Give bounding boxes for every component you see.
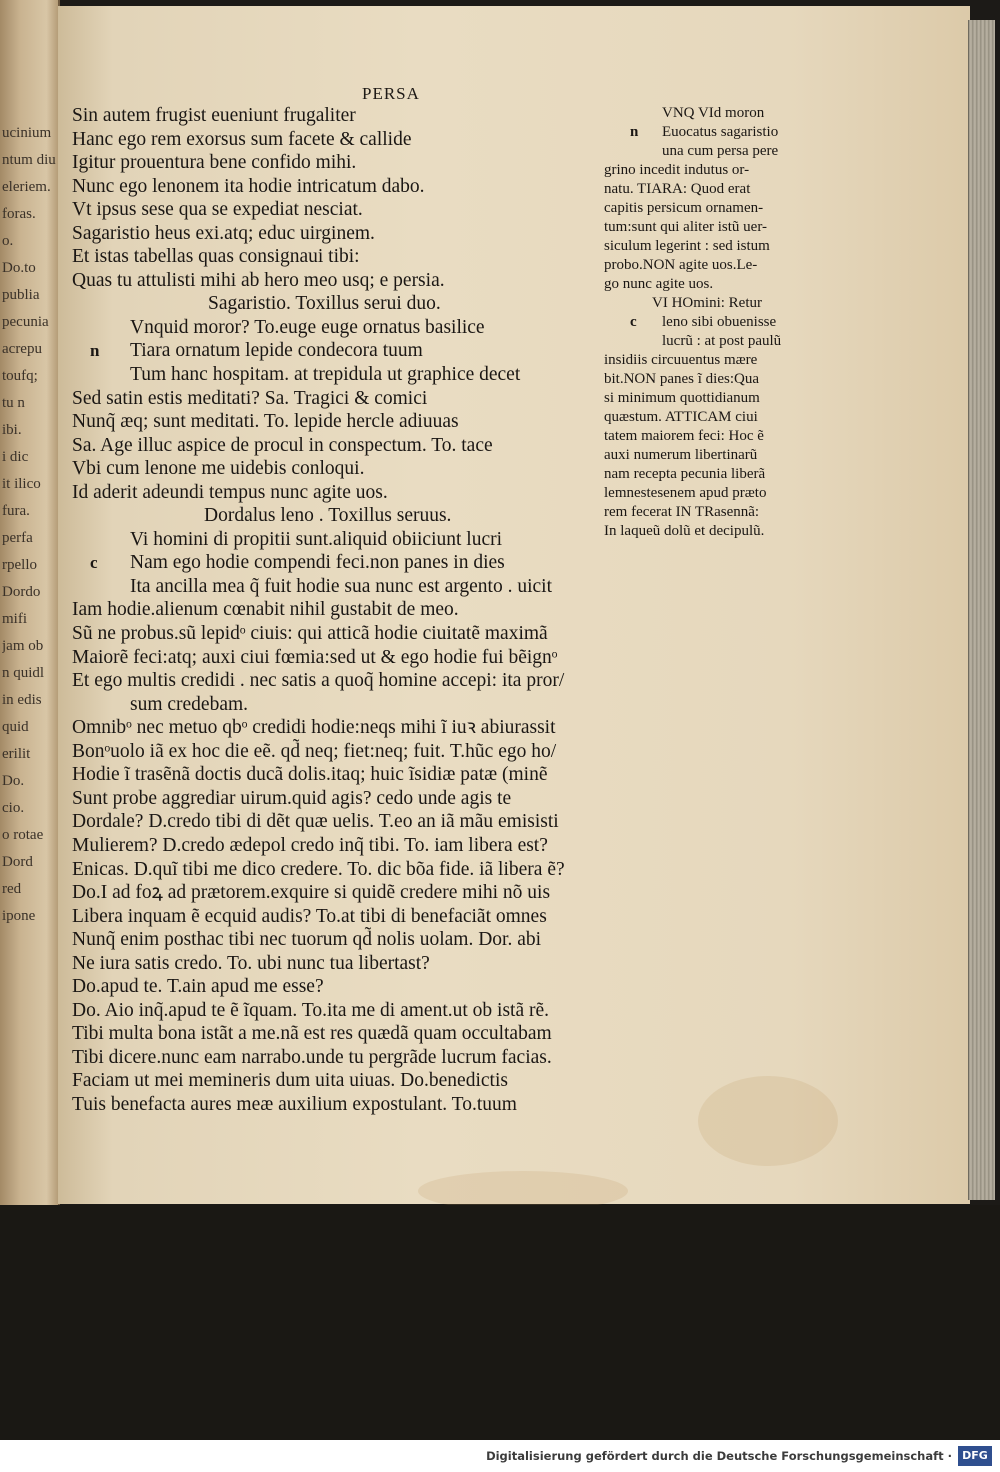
text-line-content: Do. Aio inq̃.apud te ẽ ĩquam. To.ita me di ament.ut ob istã rẽ. — [72, 999, 550, 1021]
text-line-content: Sunt probe aggrediar uirum.quid agis? cedo unde agis te — [72, 787, 512, 809]
text-line — [72, 528, 612, 552]
left-fragment: i dic — [2, 449, 29, 465]
text-line — [72, 1069, 612, 1093]
text-line-content: Et istas tabellas quas consignaui tibi: — [72, 246, 360, 268]
left-fragment: Dordo — [2, 584, 41, 600]
text-line — [72, 716, 612, 740]
text-line-content: Nam ego hodie compendi feci.non panes in dies — [130, 552, 505, 574]
text-line — [72, 198, 612, 222]
left-fragment: ipone — [2, 908, 36, 924]
text-line — [72, 787, 612, 811]
left-fragment: n quidl — [2, 665, 45, 681]
left-fragment: fura. — [2, 503, 30, 519]
commentary-line-content: VNQ VId moron — [662, 105, 765, 121]
text-line-content: Tiara ornatum lepide condecora tuum — [130, 340, 423, 362]
main-text-column — [72, 104, 612, 1117]
text-line-content: Do.I ad foꝝ ad prætorem.exquire si quidẽ credere mihi nõ uis — [72, 882, 551, 904]
text-line-content: Tum hanc hospitam. at trepidula ut graphice decet — [130, 364, 521, 386]
text-line — [72, 810, 612, 834]
commentary-line — [604, 237, 816, 256]
text-line — [72, 646, 612, 670]
text-line-content: Do.apud te. T.ain apud me esse? — [72, 976, 324, 998]
text-line — [72, 740, 612, 764]
commentary-line-content: rem fecerat IN TRasennã: — [604, 504, 760, 520]
left-fragment: ntum diu — [2, 152, 56, 168]
commentary-line-content: tum:sunt qui aliter istũ uer- — [604, 219, 768, 235]
text-line-content: Bonᵒuolo iã ex hoc die eẽ. qd̃ neq; fiet:neq; fuit. T.hũc ego ho/ — [72, 740, 557, 762]
commentary-line-content: bit.NON panes ĩ dies:Qua — [604, 371, 759, 387]
marginal-letter: c — [630, 314, 637, 330]
text-line — [72, 952, 612, 976]
commentary-line — [604, 313, 816, 332]
bottom-background — [0, 1205, 1000, 1440]
text-line-content: Nunq̃ enim posthac tibi nec tuorum qd̃ nolis uolam. Dor. abi — [72, 929, 542, 951]
dfg-logo: DFG — [958, 1446, 992, 1466]
text-line — [72, 598, 612, 622]
text-line-content: Nunc ego lenonem ita hodie intricatum dabo. — [72, 175, 425, 197]
text-line-content: Igitur prouentura bene confido mihi. — [72, 152, 357, 174]
commentary-line-content: siculum legerint : sed istum — [604, 238, 770, 254]
text-line — [72, 316, 612, 340]
left-fragment: in edis — [2, 692, 42, 708]
text-line — [72, 669, 612, 693]
left-page-text-fragments — [2, 120, 56, 930]
left-fragment: tu n — [2, 395, 25, 411]
running-head: PERSA — [362, 84, 420, 103]
text-line-content: Hanc ego rem exorsus sum facete & callide — [72, 128, 412, 150]
text-line — [72, 575, 612, 599]
commentary-line-content: probo.NON agite uos.Le- — [604, 257, 758, 273]
text-line-content: Sa. Age illuc aspice de procul in conspectum. To. tace — [72, 434, 493, 456]
text-line — [72, 551, 612, 575]
commentary-line — [604, 484, 816, 503]
left-fragment: quid — [2, 719, 29, 735]
left-fragment: Dord — [2, 854, 33, 870]
text-line-content: Vnquid moror? To.euge euge ornatus basilice — [130, 316, 485, 338]
text-line-content: Vbi cum lenone me uidebis conloqui. — [72, 458, 365, 480]
text-line-content: Mulierem? D.credo ædepol credo inq̃ tibi. To. iam libera est? — [72, 834, 548, 856]
text-line — [72, 622, 612, 646]
text-line — [72, 245, 612, 269]
commentary-line-content: una cum persa pere — [662, 143, 779, 159]
text-line — [72, 1046, 612, 1070]
text-line-content: Tuis benefacta aures meæ auxilium expostulant. To.tuum — [72, 1093, 517, 1115]
text-line-content: Vi homini di propitii sunt.aliquid obiiciunt lucri — [130, 528, 503, 550]
text-line — [72, 1093, 612, 1117]
text-line-content: Et ego multis credidi . nec satis a quoq̃ homine accepi: ita pror/ — [72, 670, 565, 692]
stain — [698, 1076, 838, 1166]
commentary-line — [604, 199, 816, 218]
text-line-content: Id aderit adeundi tempus nunc agite uos. — [72, 481, 388, 503]
left-fragment: publia — [2, 287, 40, 303]
commentary-line — [604, 104, 816, 123]
commentary-line-content: lucrũ : at post paulũ — [662, 333, 782, 349]
left-fragment: foras. — [2, 206, 36, 222]
page-edges-right — [968, 20, 995, 1200]
marginal-letter: n — [630, 124, 639, 140]
commentary-line-content: grino incedit indutus or- — [604, 162, 750, 178]
text-line — [72, 269, 612, 293]
commentary-line — [604, 256, 816, 275]
text-line — [72, 104, 612, 128]
commentary-line-content: VI HOmini: Retur — [652, 295, 762, 311]
commentary-line — [604, 180, 816, 199]
text-line — [72, 128, 612, 152]
text-line-content: Libera inquam ẽ ecquid audis? To.at tibi di benefaciãt omnes — [72, 905, 547, 927]
commentary-line-content: Euocatus sagaristio — [662, 124, 779, 140]
left-fragment: Do. — [2, 773, 25, 789]
text-line — [72, 222, 612, 246]
commentary-line-content: nam recepta pecunia liberã — [604, 466, 766, 482]
left-fragment: acrepu — [2, 341, 42, 357]
text-line-content: Sed satin estis meditati? Sa. Tragici & comici — [72, 387, 428, 409]
commentary-line — [604, 465, 816, 484]
left-fragment: toufq; — [2, 368, 38, 384]
commentary-line — [604, 275, 816, 294]
marginal-letter: n — [90, 341, 100, 361]
text-line — [72, 763, 612, 787]
commentary-line — [604, 370, 816, 389]
left-fragment: perfa — [2, 530, 33, 546]
text-line-content: Hodie ĩ trasẽnã doctis ducã dolis.itaq; huic ĩsidiæ patæ (minẽ — [72, 764, 548, 786]
left-fragment: red — [2, 881, 22, 897]
left-page-edge — [0, 0, 60, 1205]
text-line — [72, 175, 612, 199]
text-line-content: Sagaristio heus exi.atq; educ uirginem. — [72, 222, 375, 244]
text-line-content: Enicas. D.quĩ tibi me dico credere. To. dic bõa fide. iã libera ẽ? — [72, 858, 565, 880]
left-fragment: mifi — [2, 611, 27, 627]
text-line — [72, 905, 612, 929]
text-line — [72, 457, 612, 481]
commentary-line-content: insidiis circuuentus mære — [604, 352, 758, 368]
text-line — [72, 434, 612, 458]
text-line — [72, 881, 612, 905]
text-line-content: Sagaristio. Toxillus serui duo. — [208, 293, 441, 315]
commentary-line-content: leno sibi obuenisse — [662, 314, 777, 330]
commentary-line — [604, 294, 816, 313]
left-fragment: it ilico — [2, 476, 41, 492]
text-line-content: Maiorẽ feci:atq; auxi ciui fœmia:sed ut & ego hodie fui bẽignᵒ — [72, 646, 558, 668]
text-line-content: Iam hodie.alienum cœnabit nihil gustabit de meo. — [72, 599, 459, 621]
text-line-content: Ne iura satis credo. To. ubi nunc tua libertast? — [72, 952, 430, 974]
text-line-content: Faciam ut mei memineris dum uita uiuas. Do.benedictis — [72, 1070, 508, 1092]
left-fragment: pecunia — [2, 314, 49, 330]
commentary-line — [604, 332, 816, 351]
commentary-line — [604, 427, 816, 446]
text-line-content: Tibi dicere.nunc eam narrabo.unde tu pergrãde lucrum facias. — [72, 1046, 552, 1068]
commentary-line-content: natu. TIARA: Quod erat — [604, 181, 751, 197]
text-line — [72, 292, 612, 316]
commentary-line-content: lemnestesenem apud præto — [604, 485, 767, 501]
left-fragment: ucinium — [2, 125, 52, 141]
text-line — [72, 363, 612, 387]
commentary-column — [604, 104, 816, 541]
text-line — [72, 151, 612, 175]
left-fragment: ibi. — [2, 422, 22, 438]
text-line-content: Quas tu attulisti mihi ab hero meo usq; e persia. — [72, 269, 445, 291]
text-line-content: Sũ ne probus.sũ lepidᵒ ciuis: qui atticã hodie ciuitatẽ maximã — [72, 623, 548, 645]
commentary-line — [604, 161, 816, 180]
text-line-content: Omnibᵒ nec metuo qbᵒ credidi hodie:neqs mihi ĩ iuꝛ abiurassit — [72, 717, 556, 739]
text-line — [72, 1022, 612, 1046]
commentary-line — [604, 503, 816, 522]
left-fragment: cio. — [2, 800, 25, 816]
footer-bar — [0, 1440, 1000, 1472]
commentary-line — [604, 522, 816, 541]
marginal-letter: c — [90, 553, 98, 573]
text-line — [72, 339, 612, 363]
commentary-line — [604, 389, 816, 408]
commentary-line-content: auxi numerum libertinarũ — [604, 447, 758, 463]
text-line-content: Ita ancilla mea q̃ fuit hodie sua nunc est argento . uicit — [130, 575, 553, 597]
text-line — [72, 410, 612, 434]
commentary-line-content: si minimum quottidianum — [604, 390, 760, 406]
text-line-content: Sin autem frugist eueniunt frugaliter — [72, 105, 356, 126]
commentary-line — [604, 218, 816, 237]
text-line — [72, 858, 612, 882]
commentary-line — [604, 446, 816, 465]
left-fragment: Do.to — [2, 260, 36, 276]
commentary-line-content: tatem maiorem feci: Hoc ẽ — [604, 428, 764, 444]
text-line — [72, 834, 612, 858]
footer-credit: Digitalisierung gefördert durch die Deutsche Forschungsgemeinschaft · — [486, 1449, 952, 1463]
text-line — [72, 693, 612, 717]
left-fragment: o rotae — [2, 827, 44, 843]
commentary-line — [604, 123, 816, 142]
text-line — [72, 928, 612, 952]
left-fragment: eleriem. — [2, 179, 51, 195]
text-line-content: Dordale? D.credo tibi di dẽt quæ uelis. T.eo an iã mãu emisisti — [72, 811, 559, 833]
text-line-content: sum credebam. — [130, 693, 249, 715]
left-fragment: o. — [2, 233, 14, 249]
commentary-line-content: quæstum. ATTICAM ciui — [604, 409, 758, 425]
commentary-line-content: capitis persicum ornamen- — [604, 200, 764, 216]
left-fragment: jam ob — [2, 638, 44, 654]
commentary-line-content: go nunc agite uos. — [604, 276, 714, 292]
text-line — [72, 975, 612, 999]
commentary-line — [604, 142, 816, 161]
text-line — [72, 387, 612, 411]
text-line-content: Dordalus leno . Toxillus seruus. — [204, 505, 452, 527]
left-fragment: rpello — [2, 557, 37, 573]
commentary-line-content: In laqueũ dolũ et decipulũ. — [604, 523, 765, 539]
text-line-content: Tibi multa bona istãt a me.nã est res quædã quam occultabam — [72, 1023, 552, 1045]
text-line — [72, 481, 612, 505]
commentary-line — [604, 351, 816, 370]
text-line — [72, 504, 612, 528]
text-line — [72, 999, 612, 1023]
commentary-line — [604, 408, 816, 427]
text-line-content: Vt ipsus sese qua se expediat nesciat. — [72, 199, 363, 221]
left-fragment: erilit — [2, 746, 31, 762]
text-line-content: Nunq̃ æq; sunt meditati. To. lepide hercle adiuuas — [72, 411, 459, 433]
